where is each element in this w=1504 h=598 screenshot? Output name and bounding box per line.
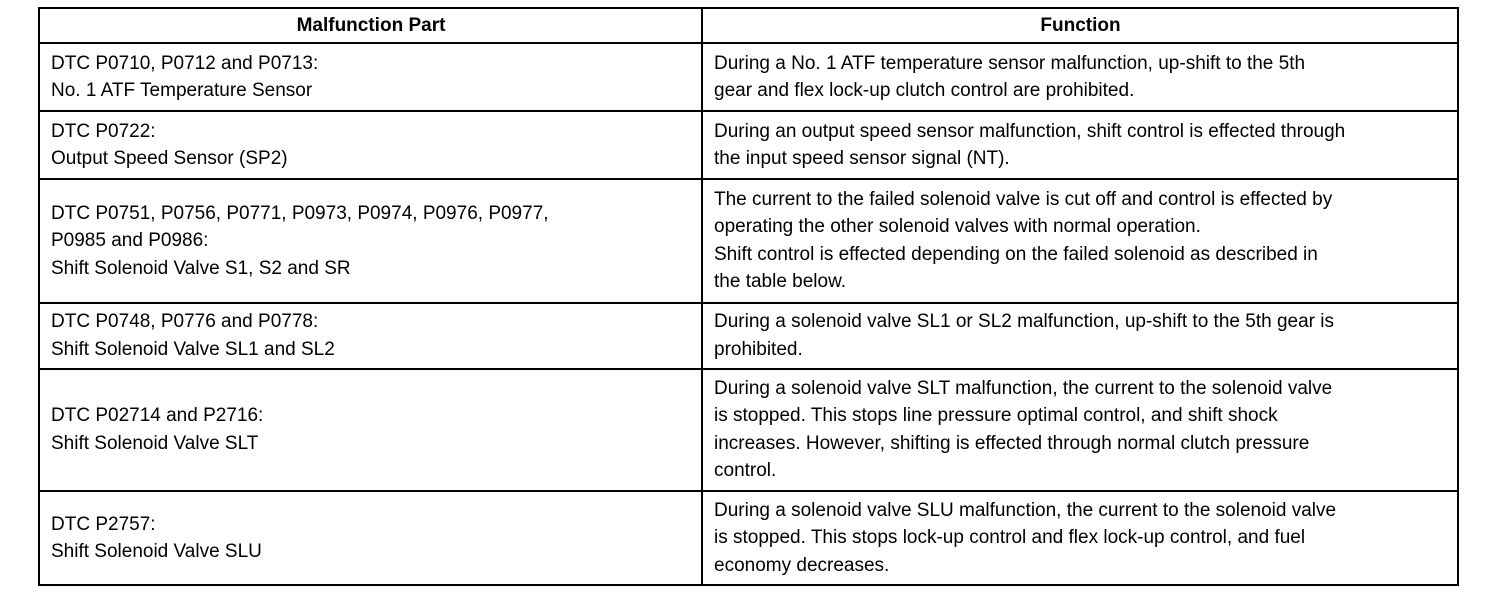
function-line: During a solenoid valve SLU malfunction, the current to the solenoid valve	[714, 499, 1337, 521]
function-line: Shift control is effected depending on the failed solenoid as described in	[714, 243, 1318, 265]
function-line: economy decreases.	[714, 554, 890, 576]
function-line: is stopped. This stops lock-up control and flex lock-up control, and fuel	[714, 527, 1306, 549]
malfunction-part-cell	[39, 491, 702, 585]
function-cell	[702, 491, 1458, 585]
function-cell	[702, 111, 1458, 179]
function-line: prohibited.	[714, 338, 803, 360]
part-line: DTC P0751, P0756, P0771, P0973, P0974, P0976, P0977,	[51, 202, 549, 224]
table-row	[39, 491, 1458, 585]
function-line: During a solenoid valve SL1 or SL2 malfunction, up-shift to the 5th gear is	[714, 311, 1334, 333]
function-cell	[702, 303, 1458, 369]
malfunction-part-cell	[39, 179, 702, 303]
part-line: Shift Solenoid Valve SLU	[51, 541, 262, 563]
function-line: During a solenoid valve SLT malfunction, the current to the solenoid valve	[714, 377, 1333, 399]
function-cell	[702, 179, 1458, 303]
function-line: operating the other solenoid valves with normal operation.	[714, 216, 1201, 238]
function-cell	[702, 43, 1458, 111]
part-line: DTC P02714 and P2716:	[51, 405, 264, 427]
part-line: Shift Solenoid Valve SL1 and SL2	[51, 338, 335, 360]
part-line: Shift Solenoid Valve SLT	[51, 432, 259, 454]
part-line: P0985 and P0986:	[51, 230, 209, 252]
function-line: is stopped. This stops line pressure optimal control, and shift shock	[714, 405, 1278, 427]
malfunction-part-cell	[39, 369, 702, 492]
function-line: the input speed sensor signal (NT).	[714, 148, 1010, 169]
malfunction-part-cell	[39, 111, 702, 179]
function-line: During an output speed sensor malfunction, shift control is effected through	[714, 120, 1346, 142]
table-row	[39, 369, 1458, 492]
function-line: increases. However, shifting is effected through normal clutch pressure	[714, 432, 1310, 454]
part-line: DTC P0722:	[51, 120, 156, 142]
malfunction-part-cell	[39, 43, 702, 111]
part-line: Shift Solenoid Valve S1, S2 and SR	[51, 257, 351, 279]
table-row	[39, 111, 1458, 179]
part-line: DTC P2757:	[51, 513, 156, 535]
part-line: Output Speed Sensor (SP2)	[51, 148, 288, 169]
function-line: the table below.	[714, 271, 847, 293]
table-row	[39, 303, 1458, 369]
header-malfunction-part: Malfunction Part	[39, 8, 702, 43]
table-row	[39, 179, 1458, 303]
header-function: Function	[702, 8, 1458, 43]
malfunction-table	[38, 7, 1459, 586]
function-line: The current to the failed solenoid valve is cut off and control is effected by	[714, 188, 1333, 210]
function-line: gear and flex lock-up clutch control are prohibited.	[714, 80, 1135, 101]
function-cell	[702, 369, 1458, 492]
part-line: DTC P0710, P0712 and P0713:	[51, 52, 319, 74]
table-row	[39, 43, 1458, 111]
function-line: control.	[714, 460, 777, 482]
malfunction-part-cell	[39, 303, 702, 369]
function-line: During a No. 1 ATF temperature sensor malfunction, up-shift to the 5th	[714, 52, 1306, 74]
part-line: DTC P0748, P0776 and P0778:	[51, 311, 319, 333]
table-header-row	[39, 8, 1458, 43]
part-line: No. 1 ATF Temperature Sensor	[51, 80, 313, 101]
